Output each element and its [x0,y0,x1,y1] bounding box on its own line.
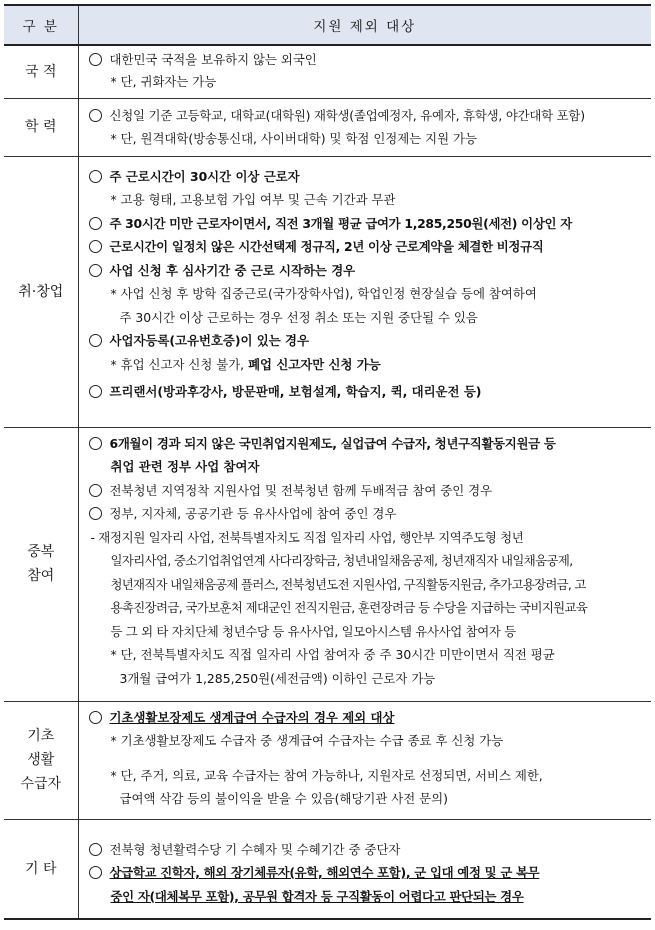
note-item: * 단, 전북특별자치도 직접 일자리 사업 참여자 중 주 30시간 미만이면서 직전 평균 [110,647,555,662]
circle-bullet-icon [89,109,102,122]
circle-bullet-icon [89,264,102,277]
list-item: 대한민국 국적을 보유하지 않는 외국인 [87,49,646,71]
category-other: 기 타 [4,819,78,919]
category-line: 참여 [27,568,55,584]
category-line: 중복 [27,544,55,560]
category-employment: 취·창업 [4,156,78,427]
sub-item-continued: 용촉진장려금, 국가보훈처 제대군인 전직지원금, 훈련장려금 등 수당을 지급하는 국비지원교육 [110,600,588,615]
note-item: * 단, 귀화자는 가능 [110,74,217,89]
circle-bullet-icon [89,53,102,66]
row-education [4,98,651,156]
list-item: 상급학교 진학자, 해외 장기체류자(유학, 해외연수 포함), 군 입대 예정 및 군 복무 [87,861,646,885]
content-nationality [78,45,651,98]
note-item: 주 30시간 이상 근로하는 경우 선정 취소 또는 지원 중단될 수 있음 [119,309,478,325]
list-item: 근로시간이 일정치 않은 시간선택제 정규직, 2년 이상 근로계약을 체결한 비정규직 [87,235,646,259]
content-employment [78,156,651,427]
note-item: * 휴업 신고자 신청 불가, 폐업 신고자만 신청 가능 [110,356,381,372]
note-item: * 사업 신청 후 방학 집중근로(국가장학사업), 학업인정 현장실습 등에 참여하여 [110,286,537,301]
category-basic-livelihood [4,701,78,819]
header-row [4,5,651,45]
category-education: 학 력 [4,98,78,156]
list-item: 신청일 기준 고등학교, 대학교(대학원) 재학생(졸업예정자, 유예자, 휴학생, 야간대학 포함) [87,104,646,127]
category-nationality: 국 적 [4,45,78,98]
sub-item-continued: 일자리사업, 중소기업취업연계 사다리장학금, 청년내일채움공제, 청년재직자 내일채움공제, [110,553,573,568]
note-item: * 고용 형태, 고용보험 가입 여부 및 근속 기간과 무관 [110,192,396,207]
list-item: 프리랜서(방과후강사, 방문판매, 보험설계, 학습지, 퀵, 대리운전 등) [87,380,646,404]
row-duplicate [4,427,651,701]
note-item: * 기초생활보장제도 수급자 중 생계급여 수급자는 수급 종료 후 신청 가능 [110,733,504,748]
list-item: 주 근로시간이 30시간 이상 근로자 [87,165,646,189]
content-basic-livelihood [78,701,651,819]
list-item: 6개월이 경과 되지 않은 국민취업지원제도, 실업급여 수급자, 청년구직활동지원금 등 [87,432,646,456]
note-item: 급여액 삭감 등의 불이익을 받을 수 있음(해당기관 사전 문의) [119,791,448,806]
exclusion-table [4,4,651,920]
row-other [4,819,651,919]
circle-bullet-icon [89,334,102,347]
list-item: 전북청년 지역정착 지원사업 및 전북청년 함께 두배적금 참여 중인 경우 [87,479,646,503]
category-line: 기초 [27,728,55,744]
category-duplicate [4,427,78,701]
row-employment [4,156,651,427]
header-category: 구 분 [4,5,78,45]
list-item: 사업자등록(고유번호증)이 있는 경우 [87,329,646,353]
list-item: 기초생활보장제도 생계급여 수급자의 경우 제외 대상 [87,706,646,730]
circle-bullet-icon [89,240,102,253]
content-education [78,98,651,156]
circle-bullet-icon [89,843,102,856]
category-line: 생활 [27,752,55,768]
list-item: 주 30시간 미만 근로자이면서, 직전 3개월 평균 급여가 1,285,250원(세전) 이상인 자 [87,212,646,236]
note-item: * 단, 주거, 의료, 교육 수급자는 참여 가능하나, 지원자로 선정되면, 서비스 제한, [110,767,543,783]
circle-bullet-icon [89,385,102,398]
content-other [78,819,651,919]
list-item: 전북형 청년활력수당 기 수혜자 및 수혜기간 중 중단자 [87,838,646,862]
list-item-continued: 취업 관련 정부 사업 참여자 [110,459,260,474]
sub-item: - 재정지원 일자리 사업, 전북특별자치도 직접 일자리 사업, 행안부 지역주도형 청년 [90,529,524,545]
header-target: 지원 제외 대상 [78,5,651,45]
circle-bullet-icon [89,217,102,230]
row-nationality [4,45,651,98]
circle-bullet-icon [89,170,102,183]
note-item: 3개월 급여가 1,285,250원(세전금액) 이하인 근로자 가능 [119,670,436,686]
note-item: * 단, 원격대학(방송통신대, 사이버대학) 및 학점 인정제는 지원 가능 [110,130,477,146]
list-item: 사업 신청 후 심사기간 중 근로 시작하는 경우 [87,259,646,283]
category-line: 수급자 [20,776,62,792]
circle-bullet-icon [89,437,102,450]
row-basic-livelihood [4,701,651,819]
sub-item-continued: 청년재직자 내일채움공제 플러스, 전북청년도전 지원사업, 구직활동지원금, 추가고용장려금, 고 [110,576,586,592]
list-item-continued: 중인 자(대체복무 포함), 공무원 합격자 등 구직활동이 어렵다고 판단되는 경우 [110,888,524,904]
sub-item-continued: 등 그 외 타 자치단체 청년수당 등 유사사업, 일모아시스템 유사사업 참여자 등 [110,623,516,639]
circle-bullet-icon [89,711,102,724]
content-duplicate [78,427,651,701]
circle-bullet-icon [89,866,102,879]
circle-bullet-icon [89,484,102,497]
list-item: 정부, 지자체, 공공기관 등 유사사업에 참여 중인 경우 [87,502,646,526]
circle-bullet-icon [89,507,102,520]
